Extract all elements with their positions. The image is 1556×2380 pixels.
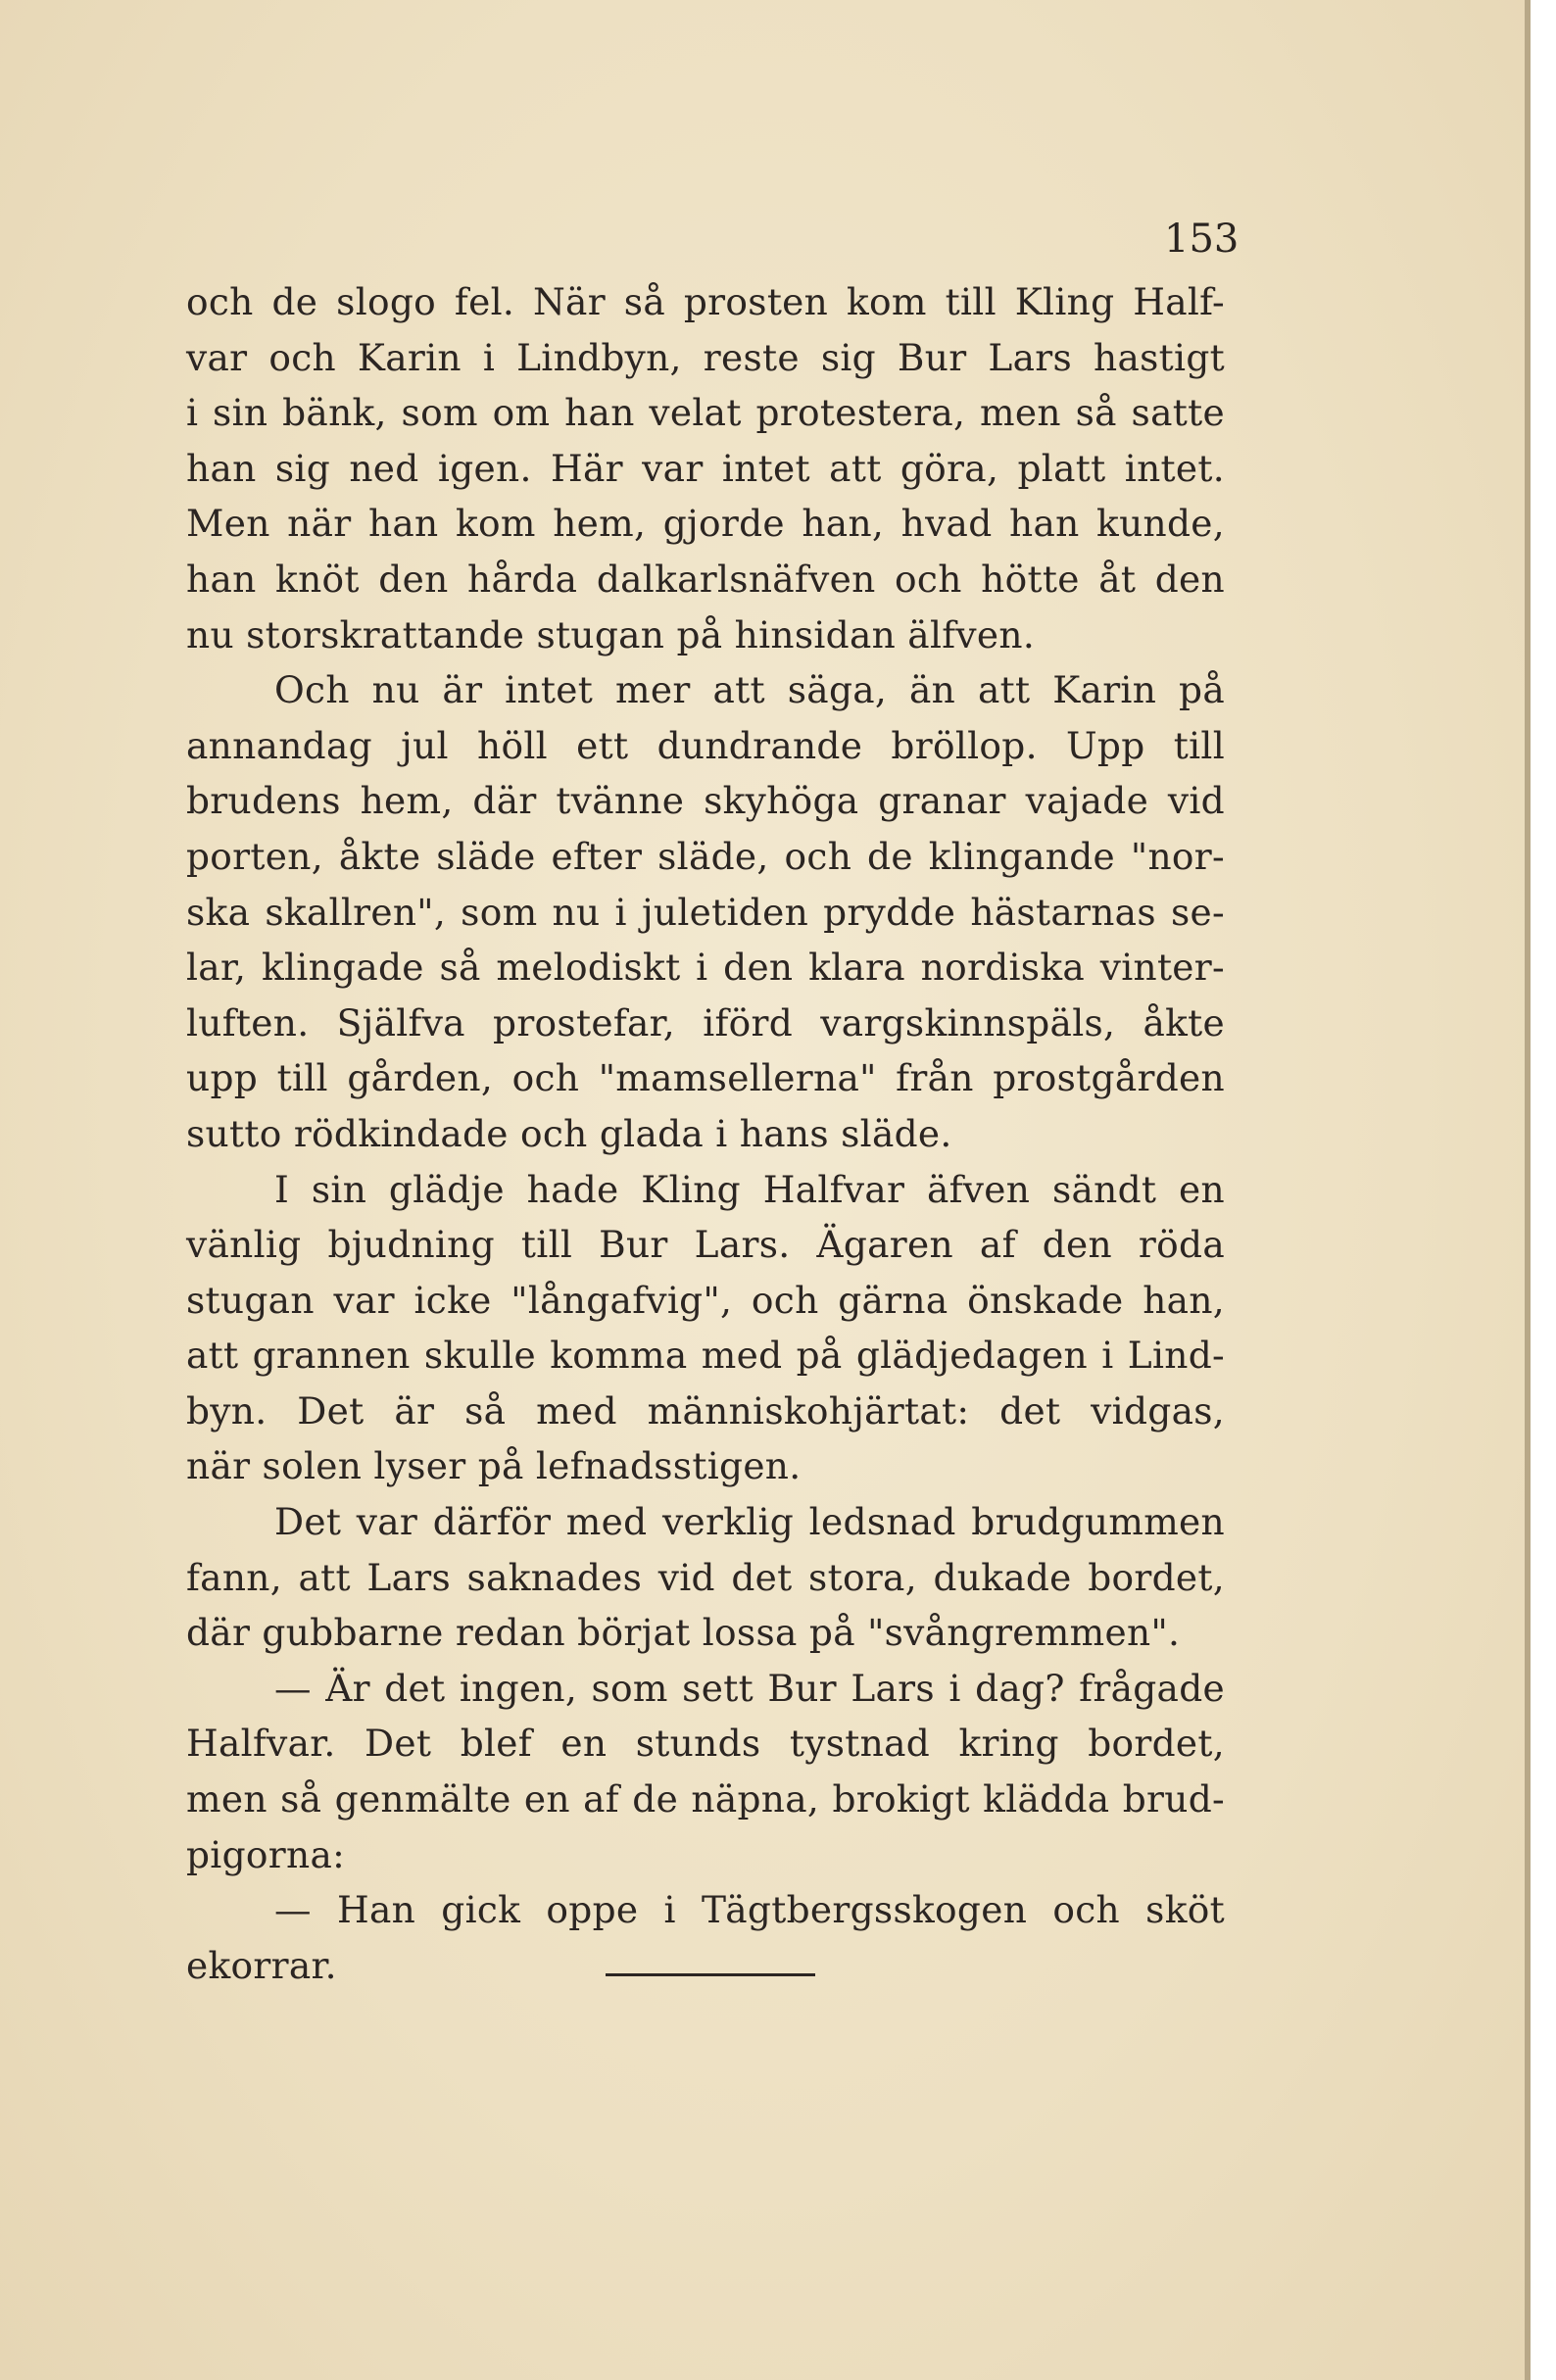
text-line: annandag jul höll ett dundrande bröllop. Upp till [186,723,1225,767]
body-text [186,274,1225,1993]
text-line: I sin glädje hade Kling Halfvar äfven sändt en [274,1167,1225,1211]
text-line: Men när han kom hem, gjorde han, hvad han kunde, [186,502,1225,546]
text-line: att grannen skulle komma med på glädjedagen i Lind- [186,1334,1225,1378]
text-line: nu storskrattande stugan på hinsidan älfven. [186,612,1036,656]
page-number: 153 [1164,217,1240,262]
text-line: — Är det ingen, som sett Bur Lars i dag? frågade [274,1666,1225,1710]
text-line: han knöt den hårda dalkarlsnäfven och hötte åt den [186,557,1225,601]
text-line: lar, klingade så melodiskt i den klara nordiska vinter- [186,946,1225,990]
text-line: fann, att Lars saknades vid det stora, dukade bordet, [186,1555,1225,1599]
text-line: upp till gården, och "mamsellerna" från prostgården [186,1056,1225,1100]
text-line: vänlig bjudning till Bur Lars. Ägaren af den röda [186,1223,1225,1267]
text-line: luften. Själfva prostefar, iförd vargskinnspäls, åkte [186,1000,1225,1044]
text-line: var och Karin i Lindbyn, reste sig Bur Lars hastigt [186,335,1225,379]
text-line: ekorrar. [186,1943,337,1987]
text-line: byn. Det är så med människohjärtat: det vidgas, [186,1388,1225,1433]
text-line: han sig ned igen. Här var intet att göra, platt intet. [186,446,1225,490]
text-line: i sin bänk, som om han velat protestera, men så satte [186,391,1225,435]
text-line: brudens hem, där tvänne skyhöga granar vajade vid [186,779,1225,823]
text-line: och de slogo fel. När så prosten kom till Kling Half- [186,280,1225,323]
text-line: pigorna: [186,1832,346,1876]
text-line: när solen lyser på lefnadsstigen. [186,1444,802,1488]
text-line: där gubbarne redan börjat lossa på "svångremmen". [186,1611,1181,1655]
closing-rule [606,1973,815,1976]
text-line: Halfvar. Det blef en stunds tystnad kring bordet, [186,1722,1225,1766]
text-line: porten, åkte släde efter släde, och de klingande "nor- [186,834,1225,878]
text-line: sutto rödkindade och glada i hans släde. [186,1111,952,1155]
page-edge [1525,0,1531,2380]
text-line: men så genmälte en af de näpna, brokigt klädda brud- [186,1777,1225,1821]
text-line: Det var därför med verklig ledsnad brudgummen [274,1500,1225,1544]
text-line: — Han gick oppe i Tägtbergsskogen och sköt [274,1888,1225,1932]
text-line: ska skallren", som nu i juletiden prydde hästarnas se- [186,890,1225,934]
text-line: Och nu är intet mer att säga, än att Karin på [274,668,1225,712]
text-line: stugan var icke "långafvig", och gärna önskade han, [186,1278,1225,1322]
